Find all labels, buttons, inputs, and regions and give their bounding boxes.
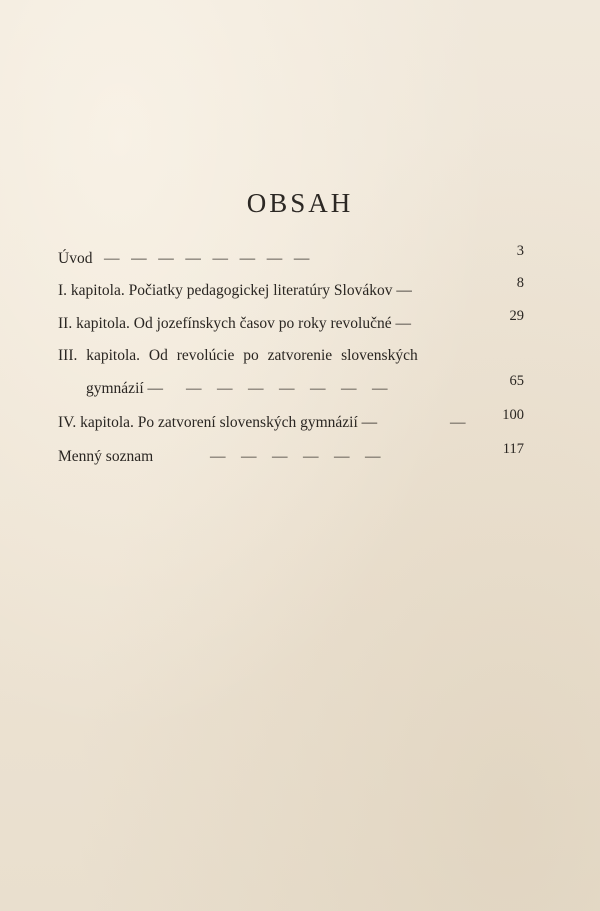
toc-leader-dashes: — — — — — — — (186, 380, 388, 397)
toc-entry-label: Úvod (58, 250, 93, 267)
toc-entry-uvod (58, 243, 524, 270)
toc-page-number: 65 (509, 373, 524, 389)
toc-page-number: 100 (502, 407, 524, 423)
toc-entry-label: gymnázií — (86, 380, 164, 397)
toc-entry-chapter-3 (58, 345, 524, 367)
toc-page-number: 3 (516, 243, 524, 259)
toc-leader-dashes: — — — — — — — — (104, 250, 310, 267)
toc-entry-chapter-3-cont (58, 373, 524, 400)
toc-entry-name-index (58, 441, 524, 468)
toc-entry-chapter-1 (58, 275, 524, 302)
toc-page-number: 8 (516, 275, 524, 291)
toc-entry-label: IV. kapitola. Po zatvorení slovenských gymnázií — (58, 414, 378, 431)
toc-page-number: 29 (509, 308, 524, 324)
page-title: OBSAH (246, 188, 354, 218)
toc-entry-chapter-4 (58, 407, 524, 434)
toc-entry-label: Menný soznam (58, 448, 154, 465)
toc-entry-label: II. kapitola. Od jozefínskych časov po roky revolučné — (58, 315, 411, 332)
toc-page-number: 117 (502, 441, 524, 457)
toc-leader-dashes: — — — — — — (210, 448, 381, 465)
toc-leader-dashes: — (450, 414, 466, 431)
toc-entry-chapter-2 (58, 308, 524, 335)
toc-entry-label: III. kapitola. Od revolúcie po zatvorenie slovenských (58, 347, 418, 364)
toc-entry-label: I. kapitola. Počiatky pedagogickej literatúry Slovákov — (58, 282, 412, 299)
